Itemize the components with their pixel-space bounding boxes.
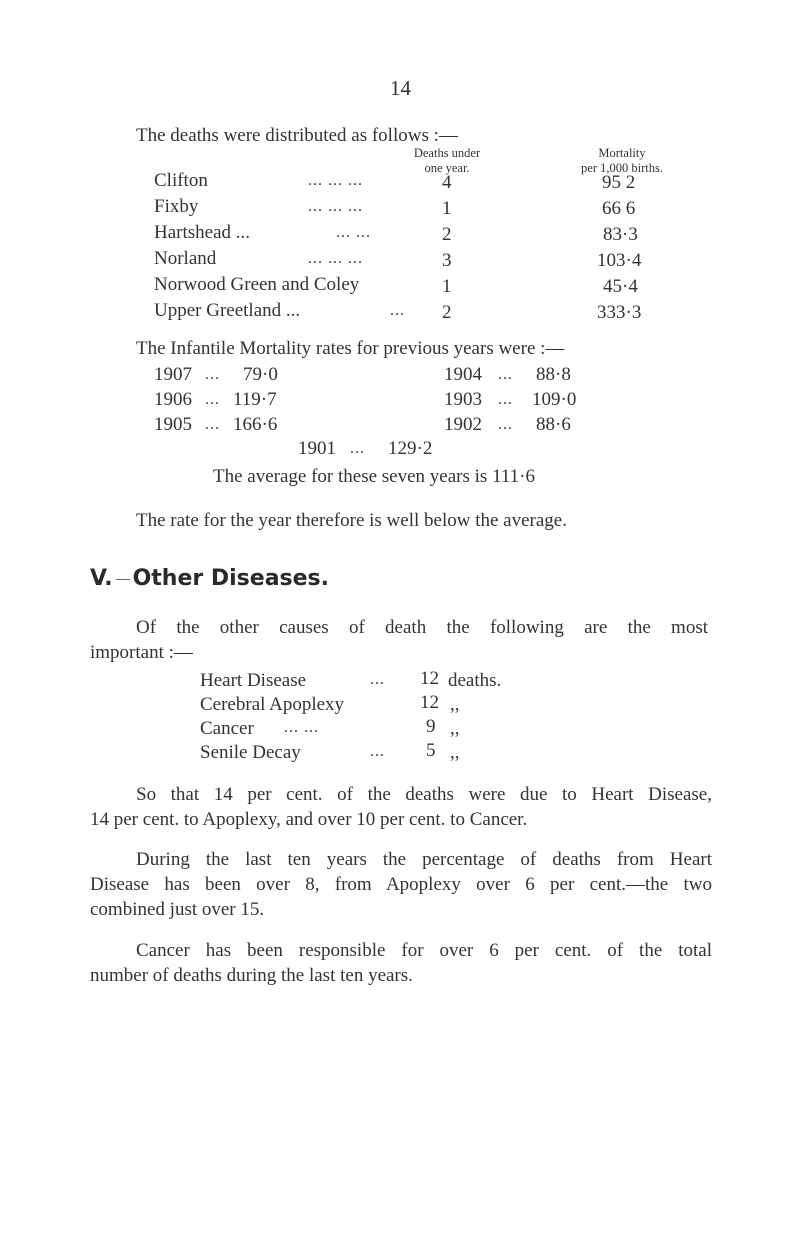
header-deaths-line1: Deaths under (413, 146, 481, 160)
year-rate: 79·0 (243, 364, 278, 385)
deaths-value: 2 (442, 224, 452, 245)
para-ten-years-line3: combined just over 15. (90, 899, 265, 920)
year-label: 1903 (444, 389, 482, 410)
section-title: Other Diseases. (132, 566, 330, 591)
para-cancer-line1: Cancer has been responsible for over 6 per cent. of the total (136, 940, 712, 961)
year-rate: 109·0 (532, 389, 577, 410)
year-rate: 166·6 (233, 414, 278, 435)
cause-unit: deaths. (448, 670, 502, 691)
header-deaths-line2: one year. (424, 161, 470, 175)
section-number: V. (90, 566, 113, 591)
mortality-value: 83·3 (603, 224, 638, 245)
deaths-value: 2 (442, 302, 452, 323)
year-rate: 119·7 (233, 389, 277, 410)
deaths-value: 1 (442, 198, 452, 219)
leader-dots: ... (390, 302, 405, 319)
average-text: The average for these seven years is 111·6 (213, 466, 535, 487)
cause-name: Cerebral Apoplexy (200, 694, 345, 715)
heading-dash (116, 579, 130, 580)
leader-dots: ... (498, 391, 513, 408)
para-ten-years-line1: During the last ten years the percentage of deaths from Heart (136, 849, 712, 870)
year-rate: 129·2 (388, 438, 433, 459)
para-heart-line1: So that 14 per cent. of the deaths were due to Heart Disease, (136, 784, 712, 805)
cause-name: Cancer (200, 718, 254, 739)
mortality-value: 333·3 (597, 302, 642, 323)
district-name: Clifton (154, 170, 208, 191)
leader-dots: ... (370, 743, 385, 760)
leader-dots: ... (350, 440, 365, 457)
causes-intro-line2: important :— (90, 642, 193, 663)
year-label: 1905 (154, 414, 192, 435)
cause-count: 9 (426, 716, 436, 737)
para-cancer-line2: number of deaths during the last ten years. (90, 965, 413, 986)
cause-unit: ,, (450, 718, 460, 739)
para-heart-line2: 14 per cent. to Apoplexy, and over 10 per cent. to Cancer. (90, 809, 528, 830)
section-heading (90, 566, 329, 591)
mortality-value: 95 2 (602, 172, 636, 193)
district-name: Hartshead ... (154, 222, 251, 243)
mortality-value: 45·4 (603, 276, 638, 297)
leader-dots: ... ... ... (308, 172, 363, 189)
leader-dots: ... ... (284, 719, 319, 736)
year-label: 1901 (298, 438, 336, 459)
cause-count: 12 (420, 692, 439, 713)
para-ten-years-line2: Disease has been over 8, from Apoplexy over 6 per cent.—the two (90, 874, 712, 895)
mortality-value: 103·4 (597, 250, 642, 271)
previous-years-intro: The Infantile Mortality rates for previous years were :— (136, 338, 565, 359)
cause-count: 5 (426, 740, 436, 761)
year-label: 1907 (154, 364, 192, 385)
leader-dots: ... (498, 366, 513, 383)
leader-dots: ... ... ... (308, 250, 363, 267)
leader-dots: ... (370, 671, 385, 688)
year-label: 1902 (444, 414, 482, 435)
cause-unit: ,, (450, 694, 460, 715)
page-number: 14 (390, 76, 411, 100)
cause-name: Heart Disease (200, 670, 307, 691)
leader-dots: ... (205, 391, 220, 408)
cause-unit: ,, (450, 742, 460, 763)
deaths-value: 1 (442, 276, 452, 297)
intro-text: The deaths were distributed as follows :— (136, 125, 458, 146)
district-name: Fixby (154, 196, 199, 217)
leader-dots: ... (498, 416, 513, 433)
district-name: Norland (154, 248, 217, 269)
deaths-value: 4 (442, 172, 452, 193)
leader-dots: ... ... (336, 224, 371, 241)
district-name: Upper Greetland ... (154, 300, 301, 321)
header-mortality-line1: Mortality (598, 146, 646, 160)
header-mortality-line2: per 1,000 births. (581, 161, 663, 175)
year-label: 1904 (444, 364, 482, 385)
year-label: 1906 (154, 389, 192, 410)
year-rate: 88·8 (536, 364, 571, 385)
rate-text: The rate for the year therefore is well below the average. (136, 510, 567, 531)
district-name: Norwood Green and Coley (154, 274, 360, 295)
leader-dots: ... (205, 416, 220, 433)
mortality-value: 66 6 (602, 198, 636, 219)
leader-dots: ... (205, 366, 220, 383)
causes-intro-line1: Of the other causes of death the following are the most (136, 617, 708, 638)
deaths-value: 3 (442, 250, 452, 271)
leader-dots: ... ... ... (308, 198, 363, 215)
cause-count: 12 (420, 668, 439, 689)
year-rate: 88·6 (536, 414, 571, 435)
cause-name: Senile Decay (200, 742, 301, 763)
